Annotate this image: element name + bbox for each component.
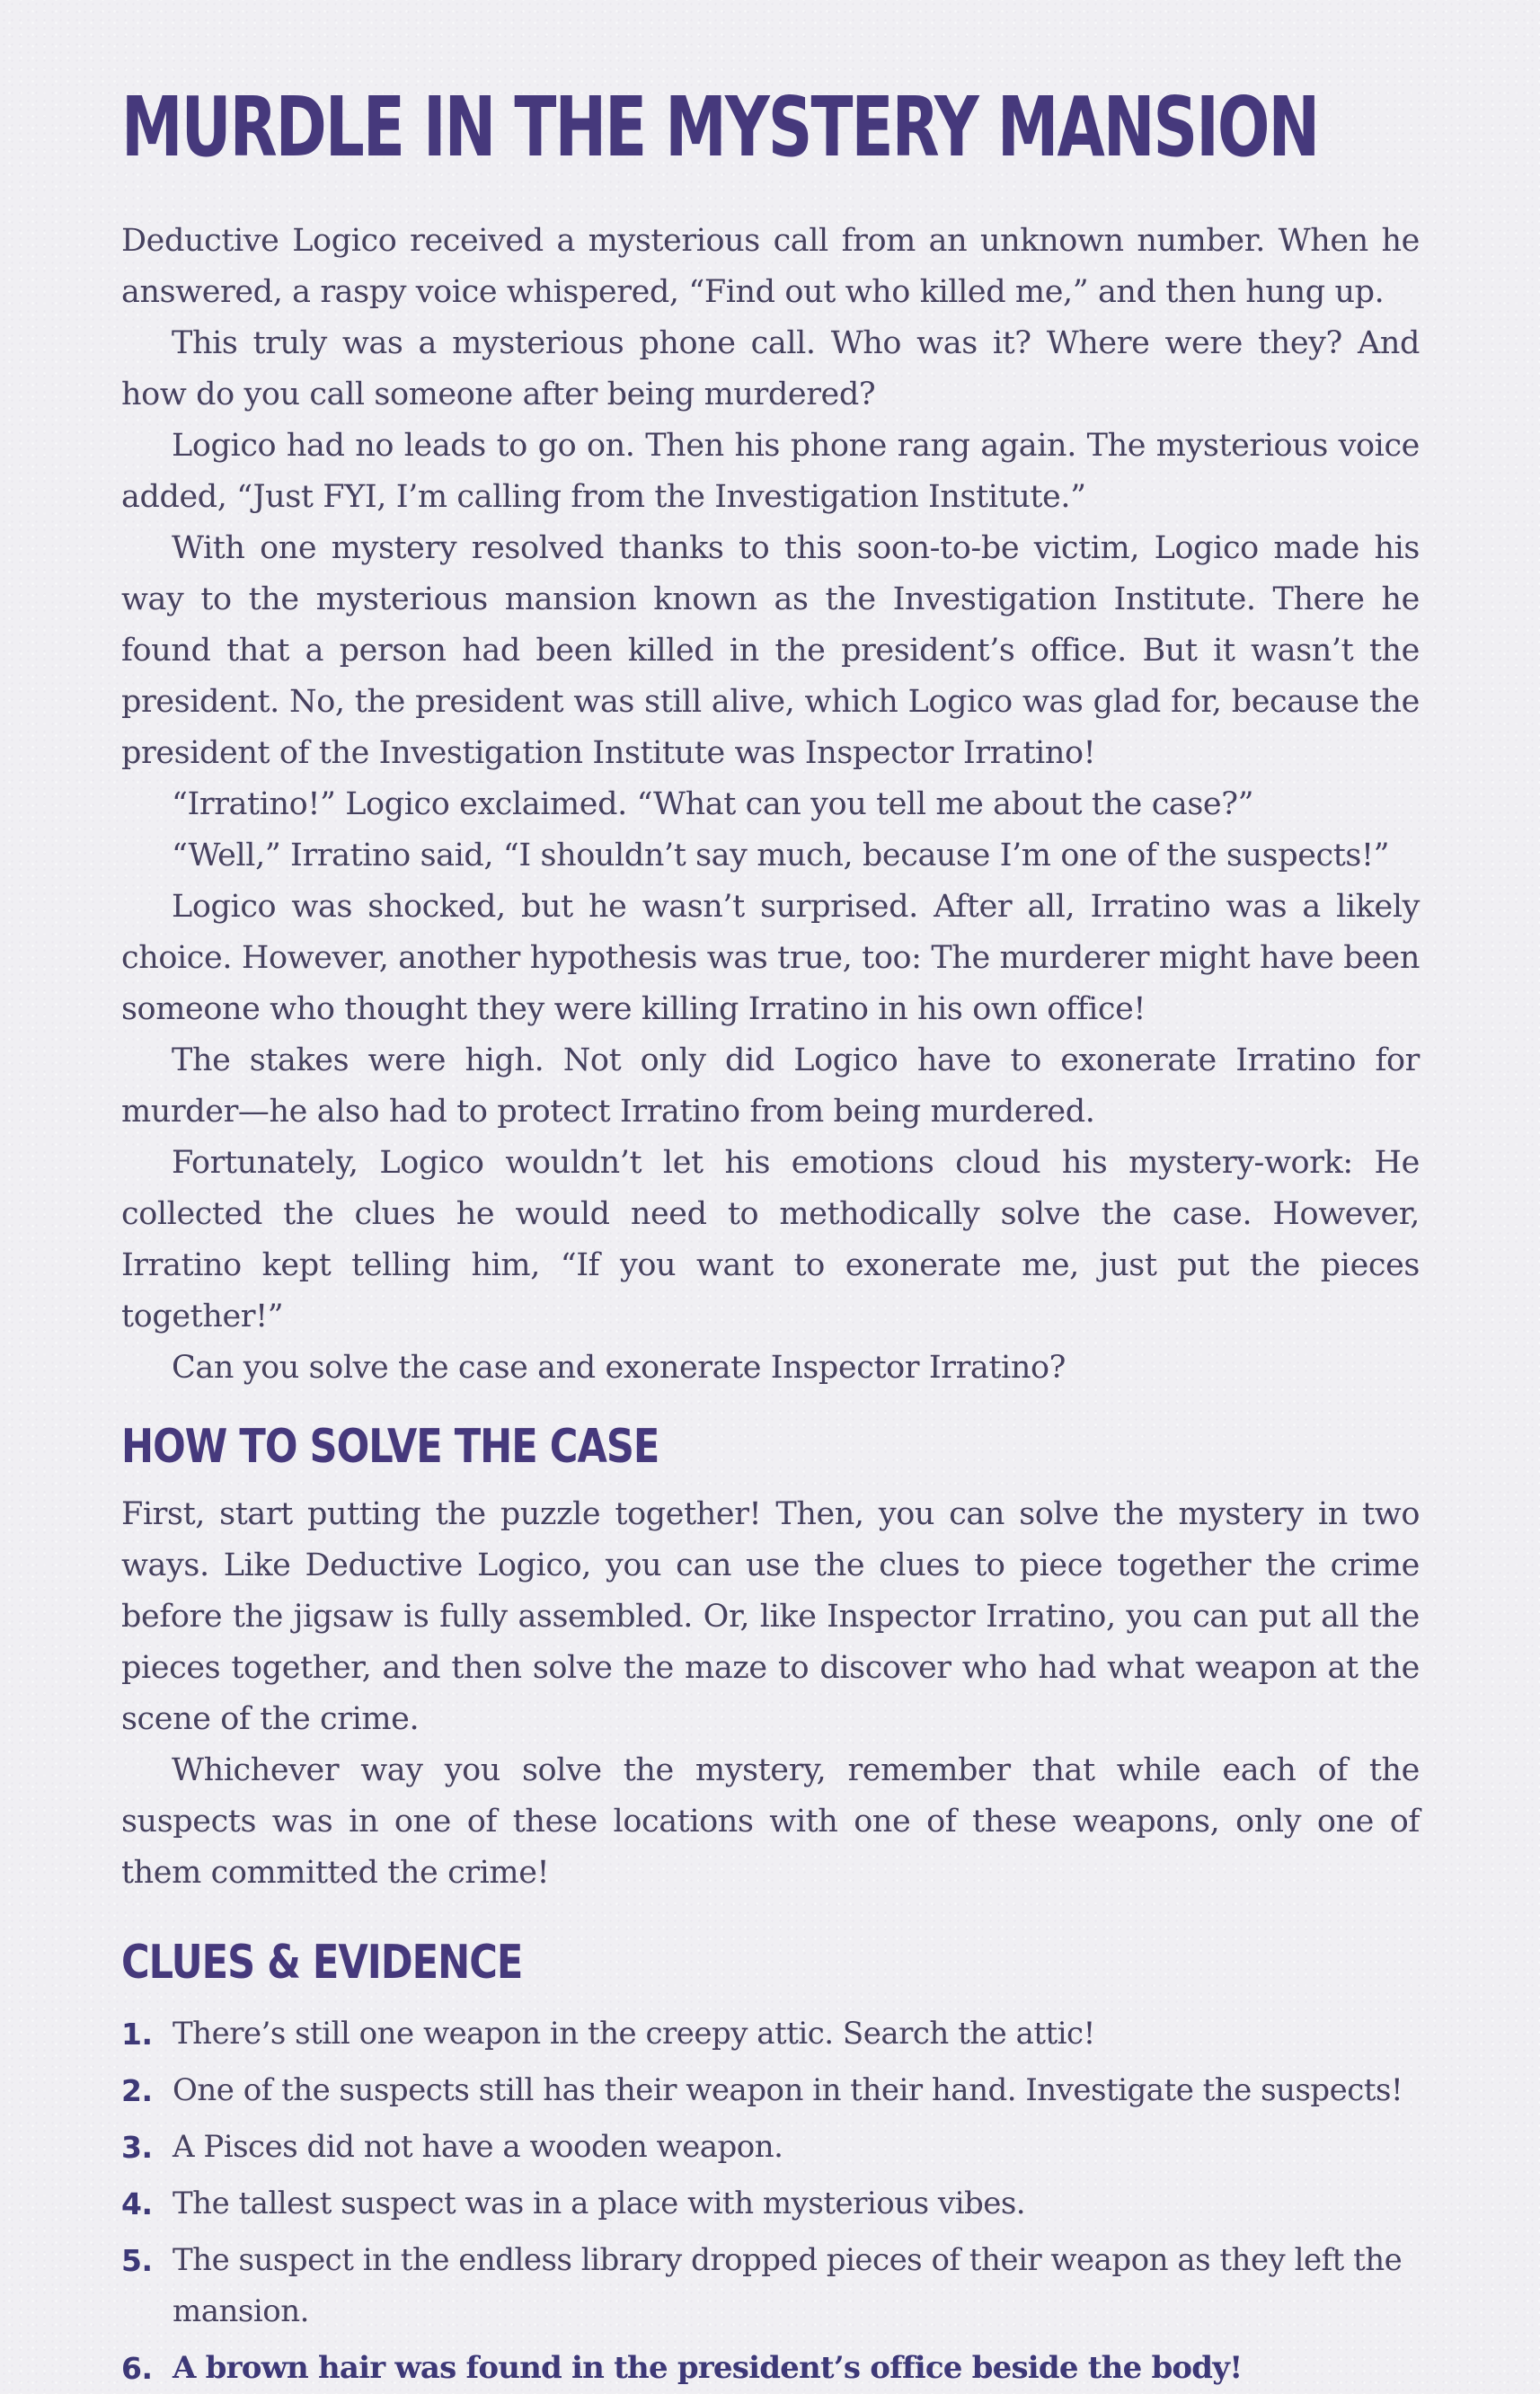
story-section xyxy=(121,216,1420,1394)
clue-item xyxy=(121,2122,1420,2173)
clues-evidence-section xyxy=(121,1935,1420,2394)
clue-item xyxy=(121,2178,1420,2230)
story-paragraph: This truly was a mysterious phone call. Who was it? Where were they? And how do you call someone after being murdered? xyxy=(121,325,1420,412)
how-to-solve-heading xyxy=(121,1419,1420,1480)
clue-number: 4. xyxy=(121,2186,153,2221)
clue-item xyxy=(121,2065,1420,2116)
how-to-paragraph: Whichever way you solve the mystery, remember that while each of the suspects was in one of these locations with one of these weapons, only one of them committed the crime! xyxy=(121,1752,1420,1891)
clue-number: 6. xyxy=(121,2351,153,2386)
clue-text: There’s still one weapon in the creepy attic. Search the attic! xyxy=(173,2016,1095,2052)
clue-item xyxy=(121,2235,1420,2337)
how-to-paragraph: First, start putting the puzzle together! Then, you can solve the mystery in two ways. Like Deductive Logico, you can use the clues to piece together the crime before the jigsaw is fully assembled. Or, like Inspector Irratino, you can put all the pieces together, and then solve the maze to discover who had what weapon at the scene of the crime. xyxy=(121,1496,1420,1737)
page-title xyxy=(121,78,1420,187)
story-paragraph: The stakes were high. Not only did Logico have to exonerate Irratino for murder—he also had to protect Irratino from being murdered. xyxy=(121,1042,1420,1130)
clues-evidence-heading-text: CLUES & EVIDENCE xyxy=(121,1935,523,1990)
story-paragraph: With one mystery resolved thanks to this soon-to-be victim, Logico made his way to the mysterious mansion known as the Investigation Institute. There he found that a person had been killed in the president’s office. But it wasn’t the president. No, the president was still alive, which Logico was glad for, because the president of the Investigation Institute was Inspector Irratino! xyxy=(121,530,1420,771)
page-title-text: MURDLE IN THE MYSTERY MANSION xyxy=(121,78,1319,175)
clue-text: One of the suspects still has their weapon in their hand. Investigate the suspects! xyxy=(173,2072,1403,2108)
clues-evidence-heading xyxy=(121,1935,1420,1996)
clue-item xyxy=(121,2008,1420,2060)
clue-number: 1. xyxy=(121,2017,153,2052)
story-paragraph: Can you solve the case and exonerate Inspector Irratino? xyxy=(172,1350,1066,1386)
story-paragraph: Deductive Logico received a mysterious call from an unknown number. When he answered, a raspy voice whispered, “Find out who killed me,” and then hung up. xyxy=(121,223,1420,310)
how-to-solve-body xyxy=(121,1489,1420,1899)
how-to-solve-heading-text: HOW TO SOLVE THE CASE xyxy=(121,1419,659,1474)
clue-number: 3. xyxy=(121,2130,153,2165)
story-paragraph: Fortunately, Logico wouldn’t let his emotions cloud his mystery-work: He collected the clues he would need to methodically solve the case. However, Irratino kept telling him, “If you want to exonerate me, just put the pieces together!” xyxy=(121,1145,1420,1334)
story-paragraph: “Irratino!” Logico exclaimed. “What can you tell me about the case?” xyxy=(172,786,1254,822)
story-paragraph: “Well,” Irratino said, “I shouldn’t say much, because I’m one of the suspects!” xyxy=(172,838,1390,873)
clue-number: 5. xyxy=(121,2243,153,2278)
story-paragraph: Logico was shocked, but he wasn’t surprised. After all, Irratino was a likely choice. However, another hypothesis was true, too: The murderer might have been someone who thought they were killing Irratino in his own office! xyxy=(121,889,1420,1027)
clue-list xyxy=(121,2008,1420,2394)
clue-text: The suspect in the endless library dropped pieces of their weapon as they left the mansion. xyxy=(173,2242,1403,2329)
clue-text: A brown hair was found in the president’s office beside the body! xyxy=(173,2350,1243,2386)
clue-text: The tallest suspect was in a place with mysterious vibes. xyxy=(173,2186,1026,2221)
clue-text: A Pisces did not have a wooden weapon. xyxy=(173,2129,783,2165)
clue-item-highlighted xyxy=(121,2343,1420,2394)
clue-number: 2. xyxy=(121,2073,153,2108)
story-paragraph: Logico had no leads to go on. Then his phone rang again. The mysterious voice added, “Just FYI, I’m calling from the Investigation Institute.” xyxy=(121,428,1420,515)
how-to-solve-section xyxy=(121,1419,1420,1899)
